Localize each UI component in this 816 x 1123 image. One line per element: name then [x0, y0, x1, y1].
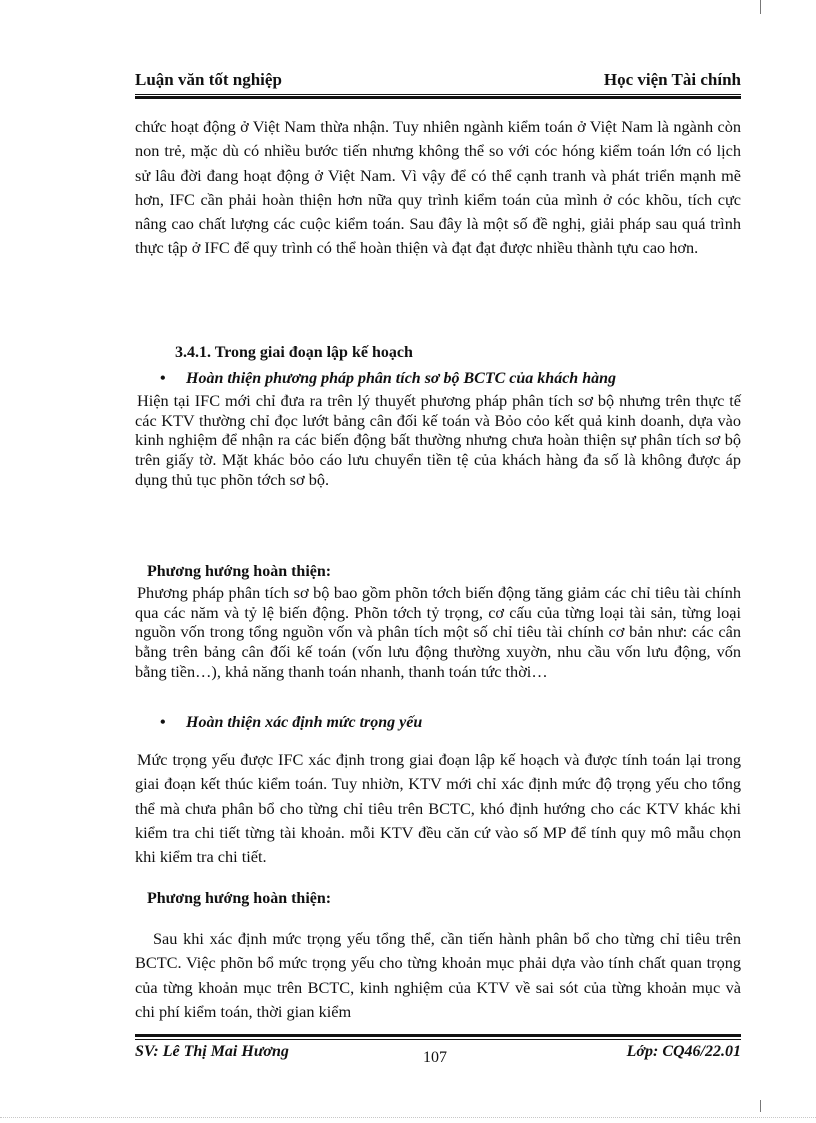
crop-mark-top-right — [760, 0, 761, 14]
paragraph-direction-2: Sau khi xác định mức trọng yếu tổng thể, cần tiến hành phân bổ cho từng chỉ tiêu trên BCTC. Việc phõn bổ mức trọng yếu cho từng khoản mục phải dựa vào tính chất quan trọng của từng khoản mục trên BCTC, kinh nghiệm của KTV về sai sót của từng khoản mục và chi phí kiểm toán, thời gian kiểm — [135, 929, 741, 1021]
footer-class-code: Lớp: CQ46/22.01 — [626, 1043, 741, 1060]
bullet-heading-materiality-text: Hoàn thiện xác định mức trọng yếu — [186, 714, 423, 731]
direction-heading-1: Phương hướng hoàn thiện: — [147, 563, 332, 580]
section-heading-3-4-1: 3.4.1. Trong giai đoạn lập kế hoạch — [175, 344, 413, 361]
crop-mark-bottom-right — [760, 1100, 761, 1112]
bullet-heading-analysis-text: Hoàn thiện phương pháp phân tích sơ bộ BCTC của khách hàng — [186, 370, 616, 387]
footer-page-number: 107 — [423, 1049, 447, 1066]
bullet-glyph: • — [160, 370, 166, 387]
paragraph-analysis: Hiện tại IFC mới chỉ đưa ra trên lý thuyết phương pháp phân tích sơ bộ nhưng trên thực tế các KTV thường chỉ đọc lướt bảng cân đối kế toán và Bỏo cỏo kết quả kinh doanh, dựa vào kinh nghiệm để nhận ra các biến động bất thường nhưng chưa hoàn thiện sự phân tích sơ bộ trên giấy tờ. Mặt khác bỏo cáo lưu chuyển tiền tệ của khách hàng đa số là không được áp dụng thủ tục phõn tớch sơ bộ. — [135, 391, 741, 489]
paragraph-intro: chức hoạt động ở Việt Nam thừa nhận. Tuy nhiên ngành kiểm toán ở Việt Nam là ngành còn non trẻ, mặc dù có nhiều bước tiến nhưng không thể so với cóc hóng kiểm toán lớn có lịch sử lâu đời đang hoạt động ở Việt Nam. Vì vậy để có thể cạnh tranh và phát triển mạnh mẽ hơn, IFC cần phải hoàn thiện hơn nữa quy trình kiểm toán của mình ở cóc khõu, tích cực nâng cao chất lượng các cuộc kiểm toán. Sau đây là một số đề nghị, giải pháp sau quá trình thực tập ở IFC để quy trình có thể hoàn thiện và đạt đạt được nhiều thành tựu cao hơn. — [135, 117, 741, 258]
page-header — [135, 68, 741, 92]
bottom-margin-line — [0, 1117, 816, 1118]
footer-rule-thick — [135, 1034, 741, 1037]
header-thesis-label: Luận văn tốt nghiệp — [135, 70, 282, 89]
header-rule-thick — [135, 96, 741, 99]
direction-heading-2: Phương hướng hoàn thiện: — [147, 890, 332, 907]
header-institution: Học viện Tài chính — [603, 70, 741, 89]
bullet-heading-materiality — [160, 714, 422, 732]
paragraph-direction-1: Phương pháp phân tích sơ bộ bao gồm phõn tớch biến động tăng giảm các chỉ tiêu tài chính qua các năm và tỷ lệ biến động. Phõn tớch tỷ trọng, cơ cấu của từng loại tài sản, từng loại nguồn vốn trong tổng nguồn vốn và phân tích một số chỉ tiêu tài chính cơ bản như: các cân bằng trên bảng cân đối kế toán (vốn lưu động thường xuyờn, nhu cầu vốn lưu động, vốn bằng tiền…), khả năng thanh toán nhanh, thanh toán tức thời… — [135, 583, 741, 681]
bullet-heading-analysis — [160, 370, 616, 388]
bullet-glyph: • — [160, 714, 166, 731]
footer-rule-thin — [135, 1039, 741, 1040]
page-footer — [135, 1043, 741, 1067]
paragraph-materiality: Mức trọng yếu được IFC xác định trong giai đoạn lập kế hoạch và được tính toán lại trong giai đoạn kết thúc kiểm toán. Tuy nhiờn, KTV mới chỉ xác định mức độ trọng yếu cho tổng thể mà chưa phân bổ cho từng chỉ tiêu trên BCTC, khó định hướng cho các KTV khác khi kiểm tra chi tiết từng tài khoản. mỗi KTV đều căn cứ vào số MP để tính quy mô mẫu chọn khi kiểm tra chi tiết. — [135, 750, 741, 867]
footer-student-name: SV: Lê Thị Mai Hương — [135, 1043, 289, 1060]
header-rule-thin — [135, 94, 741, 95]
